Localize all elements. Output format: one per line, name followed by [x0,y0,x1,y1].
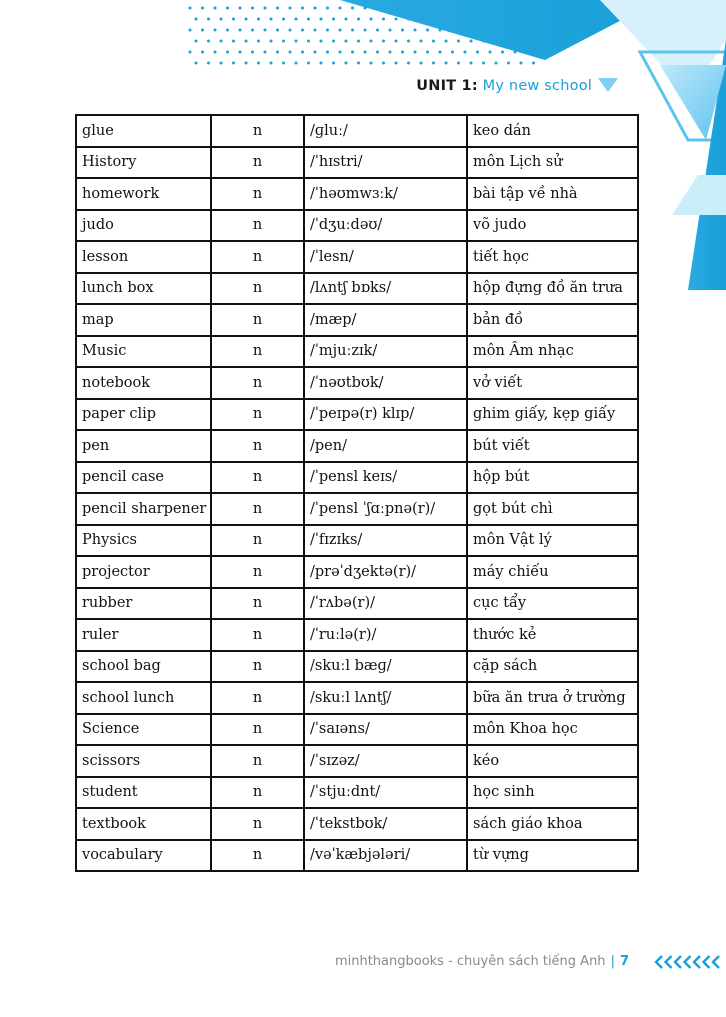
pos-cell: n [211,210,304,242]
word-cell: scissors [76,745,211,777]
decor-dot [226,7,229,10]
decor-dot [370,40,373,43]
pos-cell: n [211,399,304,431]
chevron-left-icon [675,956,681,968]
decor-dot [401,29,404,32]
pos-cell: n [211,367,304,399]
meaning-cell: môn Khoa học [467,714,638,746]
decor-triangle-right-pale [672,175,726,215]
ipa-cell: /ˈnəʊtbʊk/ [304,367,467,399]
publisher-text: minhthangbooks - chuyên sách tiếng Anh [334,954,606,969]
decor-dot [426,29,429,32]
meaning-cell: bài tập về nhà [467,178,638,210]
pos-cell: n [211,745,304,777]
decor-dot [520,62,523,65]
pos-cell: n [211,651,304,683]
meaning-cell: thước kẻ [467,619,638,651]
ipa-cell: /skuːl lʌntʃ/ [304,682,467,714]
decor-dot [457,62,460,65]
table-row [76,273,638,305]
table-row [76,336,638,368]
decor-dot [332,40,335,43]
meaning-cell: bút viết [467,430,638,462]
meaning-cell: kéo [467,745,638,777]
decor-dot [220,40,223,43]
decor-dot [207,62,210,65]
decor-dot [214,7,217,10]
decor-dot [245,62,248,65]
word-cell: vocabulary [76,840,211,872]
ipa-cell: /ˈrʌbə(r)/ [304,588,467,620]
decor-dot [351,29,354,32]
ipa-cell: /ˈsaɪəns/ [304,714,467,746]
table-row [76,399,638,431]
decor-dot [476,51,479,54]
decor-dot [314,29,317,32]
decor-dot [376,29,379,32]
decor-dot [357,62,360,65]
double-chevron-left-icon [652,954,726,970]
meaning-cell: sách giáo khoa [467,808,638,840]
pos-cell: n [211,178,304,210]
chevron-left-icon [666,956,672,968]
ipa-cell: /ˈfɪzɪks/ [304,525,467,557]
decor-dot [276,29,279,32]
decor-dot [207,40,210,43]
unit-title: My new school [482,78,592,94]
decor-dot [207,18,210,21]
decor-dot [289,51,292,54]
decor-dot [264,51,267,54]
word-cell: History [76,147,211,179]
decor-dot [307,18,310,21]
decor-dot [420,40,423,43]
decor-dot [395,18,398,21]
decor-dot [407,40,410,43]
ipa-cell: /ˈtekstbʊk/ [304,808,467,840]
table-row [76,525,638,557]
decor-dot [307,62,310,65]
decor-dot [376,51,379,54]
decor-dot [414,29,417,32]
decor-dot [407,62,410,65]
decor-dot [301,7,304,10]
word-cell: school lunch [76,682,211,714]
table-row [76,745,638,777]
pos-cell: n [211,147,304,179]
decor-dot [364,29,367,32]
decor-dot [482,62,485,65]
ipa-cell: /pen/ [304,430,467,462]
ipa-cell: /skuːl bæɡ/ [304,651,467,683]
meaning-cell: hộp đựng đồ ăn trưa [467,273,638,305]
decor-dot [470,62,473,65]
ipa-cell: /ˈdʒuːdəʊ/ [304,210,467,242]
word-cell: textbook [76,808,211,840]
decor-dot [195,62,198,65]
decor-dot [257,62,260,65]
decor-dot [470,40,473,43]
decor-dot [226,51,229,54]
ipa-cell: /ˈlesn/ [304,241,467,273]
decor-dot [320,40,323,43]
word-cell: projector [76,556,211,588]
decor-dot [432,62,435,65]
decor-dot [251,29,254,32]
pos-cell: n [211,462,304,494]
decor-dot [457,40,460,43]
decor-dot [295,18,298,21]
table-row [76,619,638,651]
decor-dot [201,29,204,32]
decor-dot [414,51,417,54]
decor-dot [326,29,329,32]
decor-dot [264,7,267,10]
chevron-left-icon [713,956,719,968]
pos-cell: n [211,682,304,714]
decor-dot [239,51,242,54]
decor-dot [251,7,254,10]
decor-dot [364,51,367,54]
decor-dot [345,62,348,65]
word-cell: glue [76,115,211,147]
table-row [76,808,638,840]
decor-dot [220,18,223,21]
table-row [76,462,638,494]
unit-header [416,78,592,94]
meaning-cell: học sinh [467,777,638,809]
decor-dot [232,18,235,21]
decor-dot [195,40,198,43]
decor-dot [389,29,392,32]
decor-dot [245,40,248,43]
meaning-cell: tiết học [467,241,638,273]
decor-dot [307,40,310,43]
ipa-cell: /prəˈdʒektə(r)/ [304,556,467,588]
word-cell: ruler [76,619,211,651]
decor-dot [214,51,217,54]
decor-dot [326,7,329,10]
word-cell: school bag [76,651,211,683]
decor-dot [495,62,498,65]
decor-dot [314,7,317,10]
decor-dot [382,40,385,43]
decor-dot [189,29,192,32]
decor-dot [257,40,260,43]
decor-dot [276,7,279,10]
decor-dot [351,7,354,10]
decor-dot [289,7,292,10]
decor-dot [507,62,510,65]
decor-dot [332,62,335,65]
pos-cell: n [211,808,304,840]
table-row [76,651,638,683]
table-row [76,210,638,242]
meaning-cell: hộp bút [467,462,638,494]
meaning-cell: keo dán [467,115,638,147]
decor-dot [395,62,398,65]
pos-cell: n [211,304,304,336]
decor-dot [464,51,467,54]
meaning-cell: cục tẩy [467,588,638,620]
ipa-cell: /ˈpensl ˈʃɑːpnə(r)/ [304,493,467,525]
pos-cell: n [211,493,304,525]
decor-dot [232,62,235,65]
decor-dot [189,7,192,10]
decor-dot [257,18,260,21]
meaning-cell: ghim giấy, kẹp giấy [467,399,638,431]
decor-dot [382,18,385,21]
pos-cell: n [211,777,304,809]
decor-dot [345,40,348,43]
meaning-cell: bữa ăn trưa ở trường [467,682,638,714]
decor-dot [420,62,423,65]
decor-dot [339,29,342,32]
decor-dot [320,18,323,21]
word-cell: paper clip [76,399,211,431]
meaning-cell: môn Âm nhạc [467,336,638,368]
decor-dot [189,51,192,54]
decor-dot [282,40,285,43]
decor-dot [357,18,360,21]
decor-dot [226,29,229,32]
ipa-cell: /ˈhəʊmwɜːk/ [304,178,467,210]
ipa-cell: /ˈstjuːdnt/ [304,777,467,809]
pos-cell: n [211,714,304,746]
word-cell: student [76,777,211,809]
pos-cell: n [211,115,304,147]
decor-dot [451,51,454,54]
meaning-cell: từ vựng [467,840,638,872]
decor-dot [270,40,273,43]
vocabulary-table-body [76,115,638,871]
ipa-cell: /vəˈkæbjələri/ [304,840,467,872]
decor-dot [239,29,242,32]
word-cell: pen [76,430,211,462]
decor-dot [201,51,204,54]
decor-dot [445,62,448,65]
decor-dot [295,62,298,65]
chevron-left-icon [694,956,700,968]
decor-dot [276,51,279,54]
word-cell: notebook [76,367,211,399]
decor-dot [251,51,254,54]
decor-dot [439,51,442,54]
chevron-left-icon [685,956,691,968]
table-row [76,588,638,620]
decor-dot [357,40,360,43]
page-number: 7 [619,954,629,969]
ipa-cell: /ˈruːlə(r)/ [304,619,467,651]
decor-dot [282,18,285,21]
meaning-cell: máy chiếu [467,556,638,588]
decor-dot [326,51,329,54]
decor-dot [432,40,435,43]
decor-dot [401,51,404,54]
word-cell: Science [76,714,211,746]
word-cell: Physics [76,525,211,557]
decor-dot [214,29,217,32]
pos-cell: n [211,273,304,305]
table-row [76,493,638,525]
decor-dot [301,51,304,54]
table-row [76,556,638,588]
decor-dot [351,51,354,54]
pos-cell: n [211,525,304,557]
word-cell: lesson [76,241,211,273]
pos-cell: n [211,336,304,368]
ipa-cell: /ˈpensl keɪs/ [304,462,467,494]
decor-dot [232,40,235,43]
pos-cell: n [211,588,304,620]
pos-cell: n [211,556,304,588]
word-cell: map [76,304,211,336]
decor-dot [201,7,204,10]
decor-dot [332,18,335,21]
decor-dot [389,51,392,54]
ipa-cell: /ˈhɪstri/ [304,147,467,179]
decor-dot [489,51,492,54]
pos-cell: n [211,619,304,651]
table-row [76,840,638,872]
meaning-cell: cặp sách [467,651,638,683]
decor-dot [501,51,504,54]
decor-dot [426,51,429,54]
decor-dot [382,62,385,65]
table-row [76,367,638,399]
ipa-cell: /mæp/ [304,304,467,336]
page-footer [335,954,629,969]
decor-dot [370,18,373,21]
word-cell: lunch box [76,273,211,305]
table-row [76,714,638,746]
decor-triangle-small [598,78,618,92]
meaning-cell: võ judo [467,210,638,242]
decor-dot [532,62,535,65]
decor-dot [445,40,448,43]
decor-dot [220,62,223,65]
meaning-cell: vở viết [467,367,638,399]
meaning-cell: gọt bút chì [467,493,638,525]
chevron-left-icon [704,956,710,968]
decor-dot [314,51,317,54]
word-cell: pencil sharpener [76,493,211,525]
meaning-cell: bản đồ [467,304,638,336]
decor-dot [301,29,304,32]
ipa-cell: /ˈmjuːzɪk/ [304,336,467,368]
ipa-cell: /ˈpeɪpə(r) klɪp/ [304,399,467,431]
decor-dot [264,29,267,32]
decor-dot [339,51,342,54]
table-row [76,682,638,714]
pos-cell: n [211,241,304,273]
pos-cell: n [211,840,304,872]
table-row [76,178,638,210]
decor-dot [395,40,398,43]
ipa-cell: /ɡluː/ [304,115,467,147]
decor-dot [195,18,198,21]
decor-dot [270,62,273,65]
decor-dot [345,18,348,21]
ipa-cell: /ˈsɪzəz/ [304,745,467,777]
table-row [76,777,638,809]
meaning-cell: môn Lịch sử [467,147,638,179]
table-row [76,304,638,336]
decor-dot [370,62,373,65]
decor-dot [245,18,248,21]
decor-dot [282,62,285,65]
decor-dot [289,29,292,32]
word-cell: Music [76,336,211,368]
table-row [76,147,638,179]
meaning-cell: môn Vật lý [467,525,638,557]
word-cell: rubber [76,588,211,620]
word-cell: homework [76,178,211,210]
table-row [76,241,638,273]
pos-cell: n [211,430,304,462]
decor-dot [339,7,342,10]
table-row [76,115,638,147]
unit-label: UNIT 1: [416,78,478,94]
chevron-left-icon [656,956,662,968]
decor-dot [320,62,323,65]
footer-separator: | [610,954,615,969]
table-row [76,430,638,462]
word-cell: judo [76,210,211,242]
vocabulary-table [75,114,639,872]
ipa-cell: /lʌntʃ bɒks/ [304,273,467,305]
decor-dot [295,40,298,43]
decor-dot [239,7,242,10]
word-cell: pencil case [76,462,211,494]
decor-dot [270,18,273,21]
